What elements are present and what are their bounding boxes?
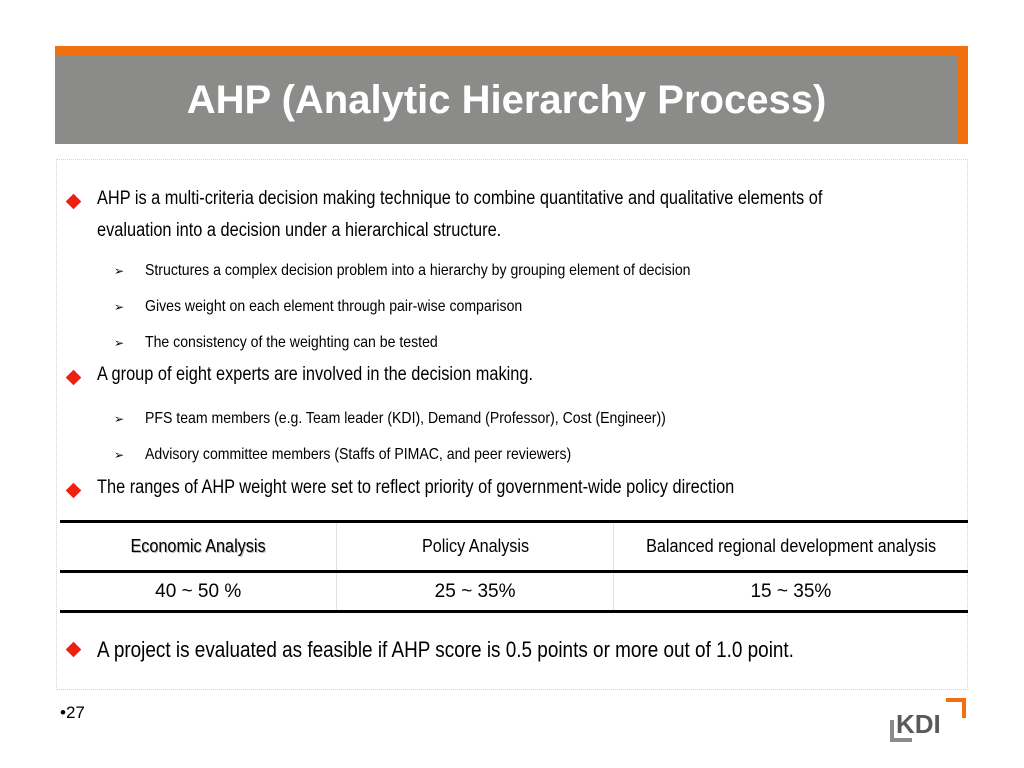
kdi-logo-text: KDI [896, 709, 941, 739]
bullet-experts [66, 366, 604, 391]
page-title: AHP (Analytic Hierarchy Process) [186, 77, 827, 122]
table-cell [60, 573, 337, 610]
header-balanced-regional: Balanced regional development analysis [645, 536, 936, 556]
arrow-bullet-icon: ➢ [114, 448, 125, 462]
table-header-row [60, 523, 968, 573]
sub-bullet-text: PFS team members (e.g. Team leader (KDI), Demand (Professor), Cost (Engineer)) [145, 410, 666, 427]
arrow-bullet-icon: ➢ [114, 300, 125, 314]
arrow-bullet-icon: ➢ [114, 336, 125, 350]
value-economic-analysis: 40 ~ 50 % [155, 580, 242, 602]
bullet-feasibility [66, 636, 907, 666]
sub-bullet-hierarchy [114, 262, 765, 280]
bullet-text: A group of eight experts are involved in the decision making. [97, 364, 534, 385]
header-policy-analysis: Policy Analysis [421, 536, 529, 556]
arrow-bullet-icon: ➢ [114, 264, 125, 278]
table-row [60, 573, 968, 610]
table-header-cell [337, 523, 613, 570]
kdi-logo-icon [888, 698, 968, 742]
bullet-weight-ranges [66, 479, 838, 504]
table-cell [337, 573, 613, 610]
table-header-cell [60, 523, 337, 570]
diamond-bullet-icon [66, 483, 82, 499]
value-policy-analysis: 25 ~ 35% [434, 580, 516, 602]
diamond-bullet-icon [66, 370, 82, 386]
diamond-bullet-icon [66, 194, 82, 210]
arrow-bullet-icon: ➢ [114, 412, 125, 426]
bullet-text: A project is evaluated as feasible if AHP score is 0.5 points or more out of 1.0 point. [97, 637, 794, 662]
sub-bullet-pfs-team [114, 410, 737, 428]
sub-bullet-weight [114, 298, 574, 316]
sub-bullet-text: The consistency of the weighting can be tested [145, 334, 438, 351]
sub-bullet-text: Structures a complex decision problem into a hierarchy by grouping element of decision [145, 262, 691, 279]
sub-bullet-text: Advisory committee members (Staffs of PIMAC, and peer reviewers) [145, 446, 572, 463]
value-balanced-regional: 15 ~ 35% [750, 580, 832, 602]
page-number: •27 [60, 703, 85, 722]
title-bar [55, 56, 958, 144]
table-header-cell [614, 523, 968, 570]
sub-bullet-consistency [114, 334, 478, 352]
bullet-text-line-1: AHP is a multi-criteria decision making technique to combine quantitative and qualitative elements of [97, 188, 823, 209]
bullet-text: The ranges of AHP weight were set to reflect priority of government-wide policy direction [97, 477, 735, 498]
header-economic-analysis: Economic Analysis [130, 536, 266, 556]
sub-bullet-text: Gives weight on each element through pair-wise comparison [145, 298, 523, 315]
ahp-weight-table [60, 520, 968, 613]
table-cell [614, 573, 968, 610]
bullet-text-line-2: evaluation into a decision under a hierarchical structure. [97, 220, 502, 241]
bullet-ahp-definition [66, 190, 941, 247]
diamond-bullet-icon [66, 642, 82, 658]
kdi-logo [888, 698, 968, 742]
bullet-text [97, 183, 822, 247]
sub-bullet-advisory [114, 446, 629, 464]
